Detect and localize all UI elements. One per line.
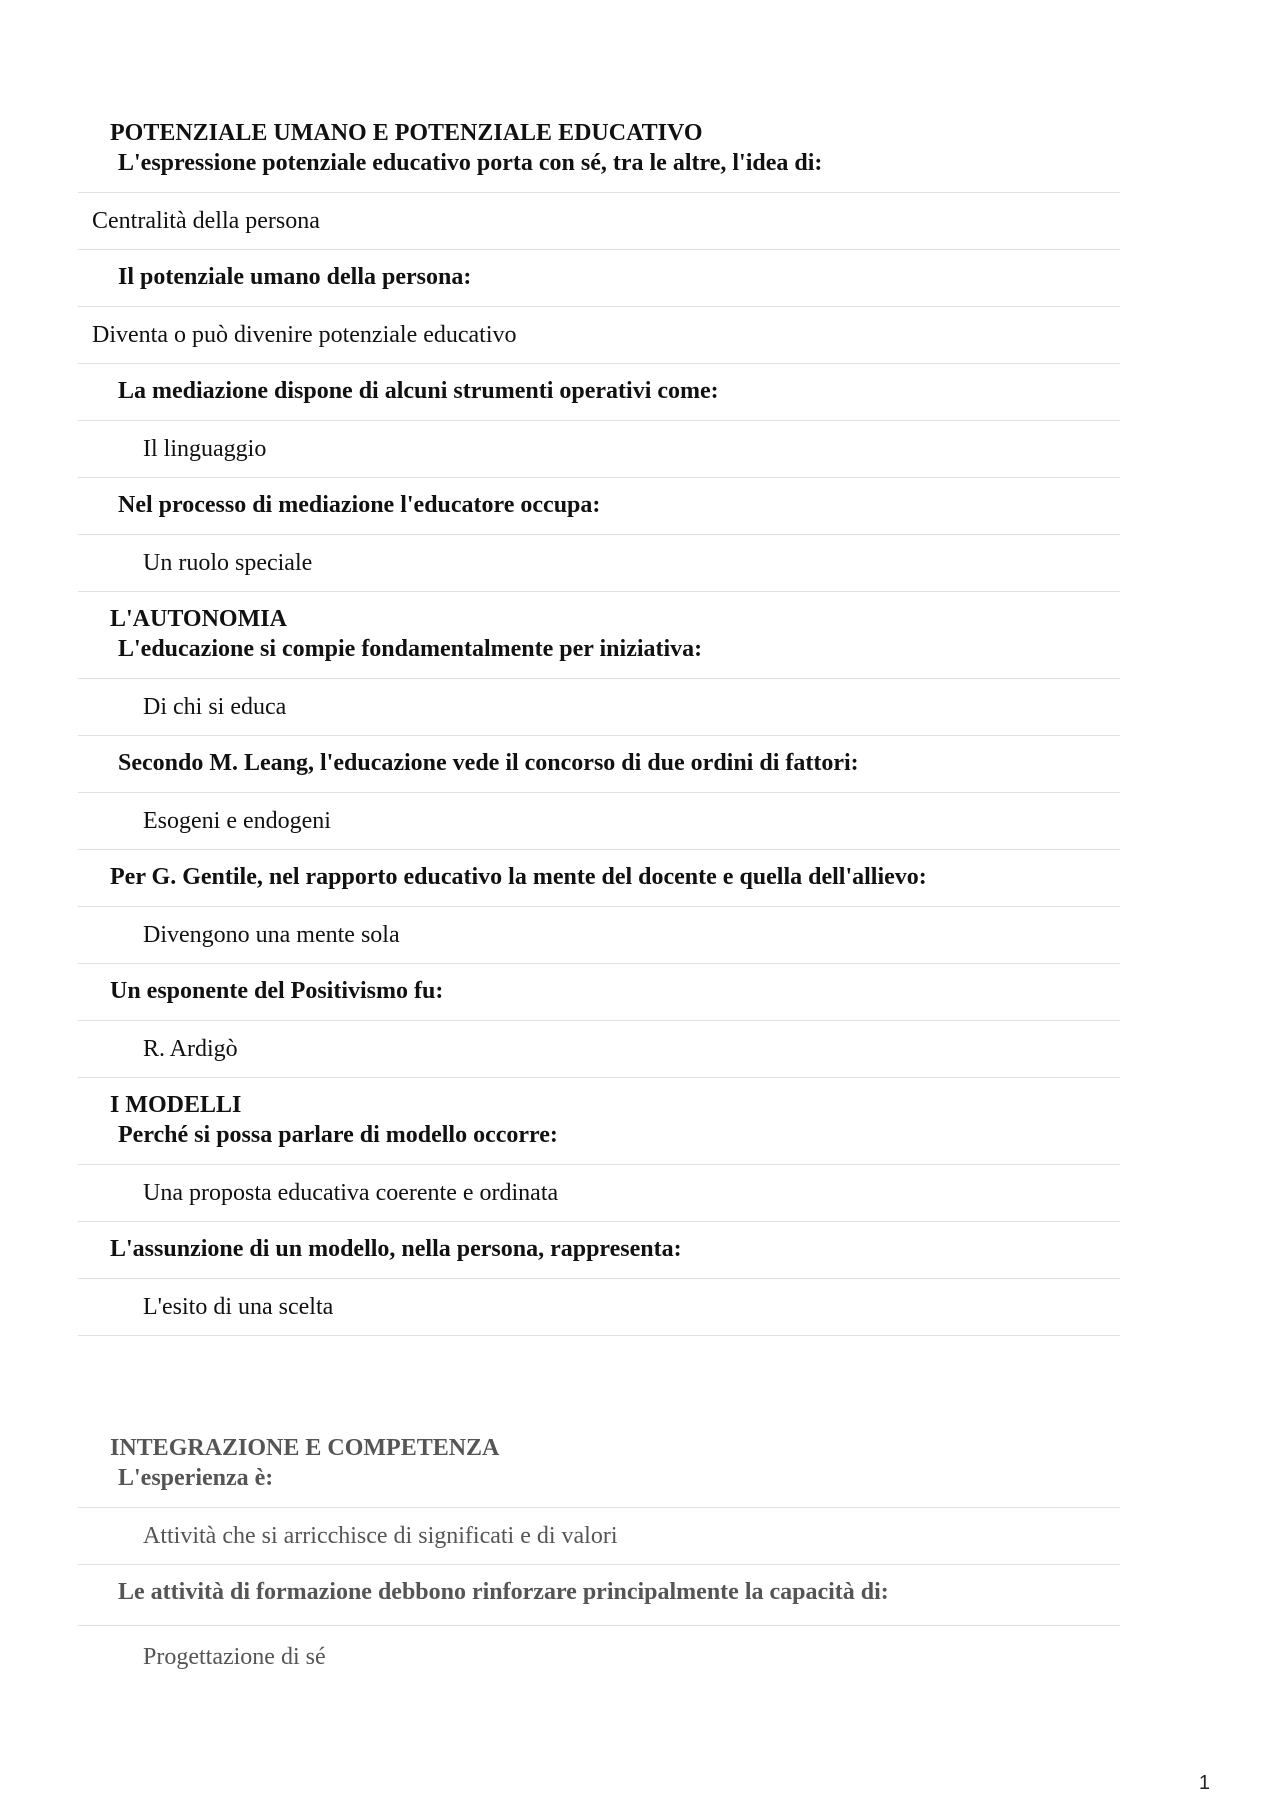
answer: Attività che si arricchisce di significati e di valori xyxy=(78,1508,1120,1565)
question: L'espressione potenziale educativo porta con sé, tra le altre, l'idea di: xyxy=(78,148,1120,193)
answer: R. Ardigò xyxy=(78,1021,1120,1078)
answer: Progettazione di sé xyxy=(143,1644,326,1670)
document-content xyxy=(78,118,1120,1685)
question: Per G. Gentile, nel rapporto educativo la mente del docente e quella dell'allievo: xyxy=(78,850,1120,907)
answer: Centralità della persona xyxy=(78,193,1120,250)
section-title: I MODELLI xyxy=(110,1092,242,1118)
answer: Diventa o può divenire potenziale educativo xyxy=(78,307,1120,364)
answer: L'esito di una scelta xyxy=(78,1279,1120,1336)
section-title: INTEGRAZIONE E COMPETENZA xyxy=(110,1435,500,1461)
answer: Un ruolo speciale xyxy=(78,535,1120,592)
question: L'educazione si compie fondamentalmente per iniziativa: xyxy=(78,634,1120,679)
answer: Esogeni e endogeni xyxy=(78,793,1120,850)
question: Il potenziale umano della persona: xyxy=(78,250,1120,307)
page-number: 1 xyxy=(1198,1772,1210,1794)
question: L'esperienza è: xyxy=(78,1463,1120,1508)
section-gap xyxy=(78,1336,1120,1433)
question: Nel processo di mediazione l'educatore occupa: xyxy=(78,478,1120,535)
answer: Una proposta educativa coerente e ordinata xyxy=(78,1165,1120,1222)
question: Un esponente del Positivismo fu: xyxy=(78,964,1120,1021)
answer: Divengono una mente sola xyxy=(78,907,1120,964)
question: Perché si possa parlare di modello occorre: xyxy=(78,1120,1120,1165)
question: La mediazione dispone di alcuni strumenti operativi come: xyxy=(78,364,1120,421)
section-title: POTENZIALE UMANO E POTENZIALE EDUCATIVO xyxy=(110,120,703,146)
answer: Di chi si educa xyxy=(78,679,1120,736)
answer: Il linguaggio xyxy=(78,421,1120,478)
question: Le attività di formazione debbono rinforzare principalmente la capacità di: xyxy=(78,1565,1120,1626)
question: Secondo M. Leang, l'educazione vede il concorso di due ordini di fattori: xyxy=(78,736,1120,793)
question: L'assunzione di un modello, nella persona, rappresenta: xyxy=(78,1222,1120,1279)
section-title: L'AUTONOMIA xyxy=(110,606,287,632)
